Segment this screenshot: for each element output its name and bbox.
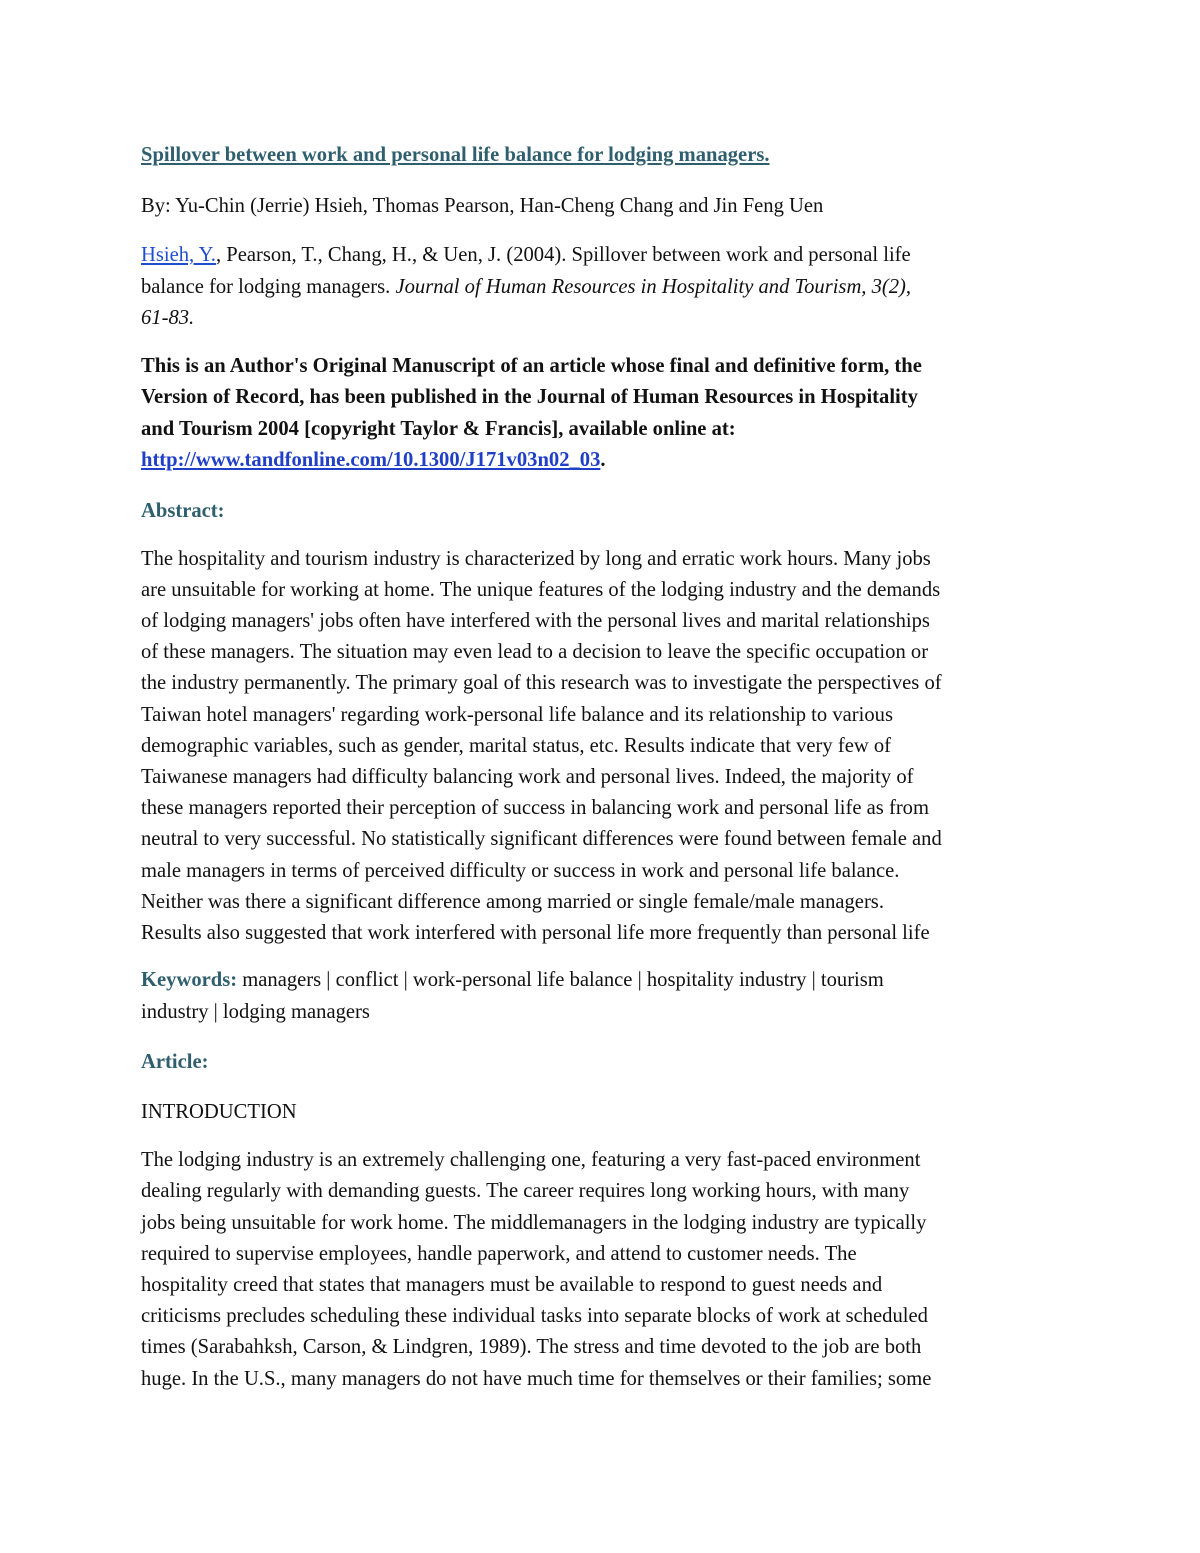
keywords-list: managers | conflict | work-personal life balance | hospitality industry | tourism xyxy=(237,969,884,992)
citation-pages: 61-83. xyxy=(141,307,195,329)
doi-link[interactable]: http://www.tandfonline.com/10.1300/J171v03n02_03 xyxy=(141,449,601,471)
notice-line-1: This is an Author's Original Manuscript of an article whose final and definitive form, the xyxy=(141,354,922,377)
citation xyxy=(141,240,1061,335)
notice-line-2: Version of Record, has been published in the Journal of Human Resources in Hospitality xyxy=(141,386,918,408)
abstract-line: male managers in terms of perceived difficulty or success in work and personal life balance. xyxy=(141,859,900,882)
intro-line: dealing regularly with demanding guests. The career requires long working hours, with many xyxy=(141,1180,910,1203)
journal-name: Journal of Human Resources in Hospitality and Tourism, 3(2), xyxy=(395,275,912,298)
intro-line: times (Sarabahksh, Carson, & Lindgren, 1989). The stress and time devoted to the job are both xyxy=(141,1336,922,1359)
intro-line: criticisms precludes scheduling these individual tasks into separate blocks of work at scheduled xyxy=(141,1305,928,1328)
author-byline: By: Yu-Chin (Jerrie) Hsieh, Thomas Pearson, Han-Cheng Chang and Jin Feng Uen xyxy=(141,195,824,217)
abstract-line: neutral to very successful. No statistically significant differences were found between female and xyxy=(141,828,942,851)
abstract-line: Taiwanese managers had difficulty balancing work and personal lives. Indeed, the majority of xyxy=(141,765,914,788)
citation-line-1-text: , Pearson, T., Chang, H., & Uen, J. (2004). Spillover between work and personal life xyxy=(215,244,911,266)
author-link[interactable]: Hsieh, Y. xyxy=(141,244,216,266)
document-page xyxy=(141,138,1061,1395)
intro-line: huge. In the U.S., many managers do not have much time for themselves or their families; some xyxy=(141,1367,932,1390)
intro-line: hospitality creed that states that managers must be available to respond to guest needs and xyxy=(141,1273,883,1296)
keywords-line-1 xyxy=(141,965,1061,997)
notice-line-3: and Tourism 2004 [copyright Taylor & Francis], available online at: xyxy=(141,417,736,440)
keywords-line-2: industry | lodging managers xyxy=(141,1000,370,1023)
abstract-line: Taiwan hotel managers' regarding work-personal life balance and its relationship to various xyxy=(141,703,893,726)
abstract-line: are unsuitable for working at home. The unique features of the lodging industry and the demands xyxy=(141,578,941,601)
abstract-line: of these managers. The situation may even lead to a decision to leave the specific occupation or xyxy=(141,641,929,664)
intro-line: required to supervise employees, handle paperwork, and attend to customer needs. The xyxy=(141,1242,857,1265)
citation-line-2-text: balance for lodging managers. xyxy=(141,275,396,298)
abstract-line: of lodging managers' jobs often have interfered with the personal lives and marital relationships xyxy=(141,609,930,632)
abstract-heading: Abstract: xyxy=(141,499,225,522)
article-heading: Article: xyxy=(141,1051,209,1074)
intro-line: The lodging industry is an extremely challenging one, featuring a very fast-paced environment xyxy=(141,1149,921,1172)
abstract-body xyxy=(141,544,1061,950)
section-title: INTRODUCTION xyxy=(141,1101,297,1124)
citation-line-1 xyxy=(141,240,1061,272)
abstract-line: the industry permanently. The primary goal of this research was to investigate the perspectives of xyxy=(141,672,942,695)
abstract-line: Neither was there a significant difference among married or single female/male managers. xyxy=(141,890,884,913)
notice-url-suffix: . xyxy=(600,449,606,471)
manuscript-notice xyxy=(141,351,1061,477)
article-title[interactable]: Spillover between work and personal life balance for lodging managers. xyxy=(141,144,770,166)
abstract-line: The hospitality and tourism industry is characterized by long and erratic work hours. Many jobs xyxy=(141,547,931,570)
citation-line-2 xyxy=(141,272,1061,304)
abstract-line: these managers reported their perception of success in balancing work and personal life as from xyxy=(141,797,929,820)
keywords xyxy=(141,965,1061,1028)
introduction-body xyxy=(141,1145,1061,1395)
intro-line: jobs being unsuitable for work home. The middlemanagers in the lodging industry are typically xyxy=(141,1211,927,1234)
abstract-line: demographic variables, such as gender, marital status, etc. Results indicate that very few of xyxy=(141,734,892,757)
notice-line-4 xyxy=(141,445,1061,477)
abstract-line: Results also suggested that work interfered with personal life more frequently than personal life xyxy=(141,921,930,944)
keywords-label: Keywords: xyxy=(141,969,238,992)
